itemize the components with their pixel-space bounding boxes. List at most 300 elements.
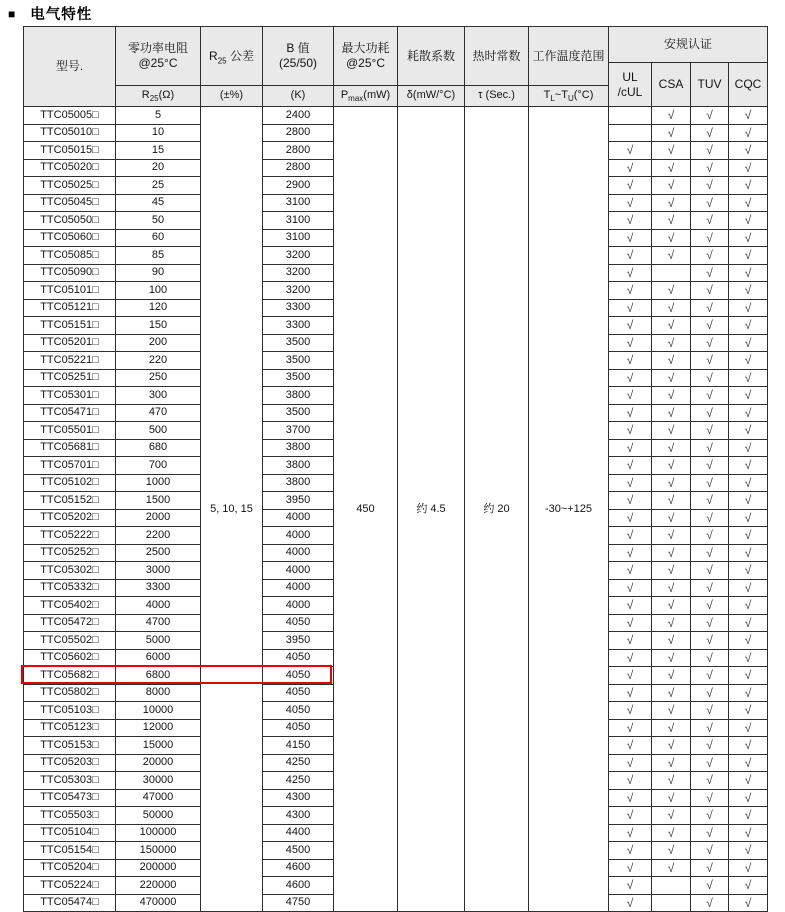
- resistance-cell: 1000: [116, 474, 201, 492]
- model-cell: TTC05060□: [24, 229, 116, 247]
- cert-tuv-cell: √: [691, 107, 729, 125]
- cert-csa-cell: √: [652, 142, 691, 160]
- resistance-cell: 3300: [116, 579, 201, 597]
- header-cert-ul-line1: UL: [622, 69, 638, 84]
- cert-tuv-cell: √: [691, 562, 729, 580]
- cert-cqc-cell: √: [729, 194, 768, 212]
- cert-ul-cell: √: [609, 842, 652, 860]
- cert-csa-cell: √: [652, 457, 691, 475]
- section-title: [8, 3, 92, 24]
- cert-cqc-cell: √: [729, 842, 768, 860]
- cert-csa-cell: √: [652, 474, 691, 492]
- cert-cqc-cell: √: [729, 719, 768, 737]
- resistance-cell: 2000: [116, 509, 201, 527]
- cert-cqc-cell: √: [729, 772, 768, 790]
- cert-cqc-cell: √: [729, 247, 768, 265]
- model-cell: TTC05201□: [24, 334, 116, 352]
- resistance-cell: 20000: [116, 754, 201, 772]
- b-value-cell: 3200: [263, 247, 334, 265]
- header-temp-range: 工作温度范围: [529, 27, 609, 86]
- cert-tuv-cell: √: [691, 719, 729, 737]
- cert-tuv-cell: √: [691, 894, 729, 912]
- b-value-cell: 4050: [263, 649, 334, 667]
- dissipation-cell: 约 4.5: [398, 107, 465, 912]
- model-cell: TTC05121□: [24, 299, 116, 317]
- resistance-cell: 90: [116, 264, 201, 282]
- cert-csa-cell: √: [652, 859, 691, 877]
- resistance-cell: 45: [116, 194, 201, 212]
- cert-tuv-cell: √: [691, 299, 729, 317]
- model-cell: TTC05104□: [24, 824, 116, 842]
- header-zero-power-line2: @25°C: [138, 56, 178, 70]
- cert-csa-cell: √: [652, 719, 691, 737]
- b-value-cell: 4000: [263, 562, 334, 580]
- b-value-cell: 3950: [263, 492, 334, 510]
- model-cell: TTC05471□: [24, 404, 116, 422]
- cert-csa-cell: √: [652, 527, 691, 545]
- cert-csa-cell: √: [652, 509, 691, 527]
- model-cell: TTC05501□: [24, 422, 116, 440]
- cert-csa-cell: √: [652, 229, 691, 247]
- header-zero-power-line1: 零功率电阻: [127, 41, 188, 55]
- cert-cqc-cell: √: [729, 229, 768, 247]
- b-value-cell: 3500: [263, 352, 334, 370]
- cert-ul-cell: √: [609, 859, 652, 877]
- cert-ul-cell: √: [609, 422, 652, 440]
- b-value-cell: 4000: [263, 544, 334, 562]
- cert-csa-cell: √: [652, 107, 691, 125]
- cert-ul-cell: [609, 124, 652, 142]
- header-cert-ul-line2: /cUL: [617, 84, 643, 99]
- thermal-constant-cell: 约 20: [465, 107, 529, 912]
- cert-ul-cell: √: [609, 824, 652, 842]
- subheader-temp: $T_L\sim T_U(^\circ C)$: [529, 86, 609, 107]
- header-dissipation: 耗散系数: [398, 27, 465, 86]
- cert-tuv-cell: √: [691, 317, 729, 335]
- model-cell: TTC05802□: [24, 684, 116, 702]
- cert-cqc-cell: √: [729, 649, 768, 667]
- header-model: 型号.: [24, 27, 116, 107]
- model-cell: TTC05151□: [24, 317, 116, 335]
- b-value-cell: 4000: [263, 509, 334, 527]
- cert-cqc-cell: √: [729, 124, 768, 142]
- cert-cqc-cell: √: [729, 177, 768, 195]
- cert-ul-cell: √: [609, 632, 652, 650]
- model-cell: TTC05020□: [24, 159, 116, 177]
- cert-cqc-cell: √: [729, 212, 768, 230]
- model-cell: TTC05474□: [24, 894, 116, 912]
- b-value-cell: 4300: [263, 789, 334, 807]
- subheader-thermal: τ (Sec.): [465, 86, 529, 107]
- subheader-tolerance: (±%): [201, 86, 263, 107]
- resistance-cell: 5000: [116, 632, 201, 650]
- cert-cqc-cell: √: [729, 562, 768, 580]
- cert-cqc-cell: √: [729, 597, 768, 615]
- cert-tuv-cell: √: [691, 142, 729, 160]
- b-value-cell: 3700: [263, 422, 334, 440]
- cert-csa-cell: √: [652, 824, 691, 842]
- b-value-cell: 3100: [263, 212, 334, 230]
- cert-ul-cell: √: [609, 299, 652, 317]
- characteristics-table: [23, 26, 768, 912]
- resistance-cell: 60: [116, 229, 201, 247]
- resistance-cell: 50: [116, 212, 201, 230]
- cert-tuv-cell: √: [691, 667, 729, 685]
- cert-csa-cell: √: [652, 789, 691, 807]
- resistance-cell: 20: [116, 159, 201, 177]
- cert-cqc-cell: √: [729, 264, 768, 282]
- cert-csa-cell: √: [652, 282, 691, 300]
- model-cell: TTC05101□: [24, 282, 116, 300]
- cert-cqc-cell: √: [729, 142, 768, 160]
- model-cell: TTC05681□: [24, 439, 116, 457]
- cert-ul-cell: √: [609, 737, 652, 755]
- b-value-cell: 3200: [263, 282, 334, 300]
- cert-csa-cell: √: [652, 422, 691, 440]
- cert-cqc-cell: √: [729, 457, 768, 475]
- header-max-power: [334, 27, 398, 86]
- model-cell: TTC05005□: [24, 107, 116, 125]
- cert-tuv-cell: √: [691, 159, 729, 177]
- b-value-cell: 4000: [263, 527, 334, 545]
- b-value-cell: 3800: [263, 439, 334, 457]
- b-value-cell: 3100: [263, 194, 334, 212]
- cert-csa-cell: √: [652, 352, 691, 370]
- cert-ul-cell: √: [609, 194, 652, 212]
- model-cell: TTC05045□: [24, 194, 116, 212]
- resistance-cell: 200000: [116, 859, 201, 877]
- resistance-cell: 10000: [116, 702, 201, 720]
- cert-ul-cell: √: [609, 527, 652, 545]
- b-value-cell: 4500: [263, 842, 334, 860]
- cert-ul-cell: √: [609, 562, 652, 580]
- cert-ul-cell: √: [609, 894, 652, 912]
- model-cell: TTC05472□: [24, 614, 116, 632]
- cert-tuv-cell: √: [691, 737, 729, 755]
- cert-tuv-cell: √: [691, 579, 729, 597]
- cert-ul-cell: √: [609, 334, 652, 352]
- resistance-cell: 47000: [116, 789, 201, 807]
- resistance-cell: 1500: [116, 492, 201, 510]
- cert-cqc-cell: √: [729, 632, 768, 650]
- cert-ul-cell: √: [609, 352, 652, 370]
- cert-tuv-cell: √: [691, 334, 729, 352]
- cert-cqc-cell: √: [729, 369, 768, 387]
- cert-ul-cell: √: [609, 317, 652, 335]
- resistance-cell: 2500: [116, 544, 201, 562]
- b-value-cell: 4000: [263, 597, 334, 615]
- b-value-cell: 4150: [263, 737, 334, 755]
- cert-cqc-cell: √: [729, 737, 768, 755]
- resistance-cell: 15000: [116, 737, 201, 755]
- model-cell: TTC05202□: [24, 509, 116, 527]
- cert-cqc-cell: √: [729, 387, 768, 405]
- resistance-cell: 470: [116, 404, 201, 422]
- resistance-cell: 6000: [116, 649, 201, 667]
- cert-ul-cell: √: [609, 667, 652, 685]
- cert-csa-cell: √: [652, 579, 691, 597]
- b-value-cell: 4050: [263, 614, 334, 632]
- model-cell: TTC05302□: [24, 562, 116, 580]
- cert-csa-cell: [652, 264, 691, 282]
- cert-cqc-cell: √: [729, 667, 768, 685]
- cert-ul-cell: √: [609, 789, 652, 807]
- cert-csa-cell: √: [652, 754, 691, 772]
- resistance-cell: 12000: [116, 719, 201, 737]
- cert-csa-cell: √: [652, 492, 691, 510]
- cert-csa-cell: √: [652, 247, 691, 265]
- cert-cqc-cell: √: [729, 334, 768, 352]
- model-cell: TTC05602□: [24, 649, 116, 667]
- cert-csa-cell: √: [652, 649, 691, 667]
- model-cell: TTC05682□: [24, 667, 116, 685]
- b-value-cell: 4050: [263, 684, 334, 702]
- model-cell: TTC05221□: [24, 352, 116, 370]
- cert-ul-cell: √: [609, 772, 652, 790]
- cert-csa-cell: √: [652, 614, 691, 632]
- subheader-dissipation: δ(mW/°C): [398, 86, 465, 107]
- cert-tuv-cell: √: [691, 632, 729, 650]
- model-cell: TTC05204□: [24, 859, 116, 877]
- cert-csa-cell: √: [652, 212, 691, 230]
- b-value-cell: 3500: [263, 369, 334, 387]
- cert-csa-cell: √: [652, 632, 691, 650]
- temp-range-cell: -30~+125: [529, 107, 609, 912]
- resistance-cell: 100: [116, 282, 201, 300]
- cert-tuv-cell: √: [691, 702, 729, 720]
- cert-cqc-cell: √: [729, 107, 768, 125]
- cert-ul-cell: √: [609, 264, 652, 282]
- model-cell: TTC05010□: [24, 124, 116, 142]
- cert-csa-cell: √: [652, 544, 691, 562]
- cert-cqc-cell: √: [729, 614, 768, 632]
- b-value-cell: 4250: [263, 754, 334, 772]
- cert-tuv-cell: √: [691, 212, 729, 230]
- section-bullet-icon: ■: [8, 6, 16, 21]
- cert-csa-cell: √: [652, 737, 691, 755]
- b-value-cell: 2800: [263, 159, 334, 177]
- b-value-cell: 3800: [263, 457, 334, 475]
- model-cell: TTC05301□: [24, 387, 116, 405]
- b-value-cell: 4600: [263, 877, 334, 895]
- subheader-pmax: $P_{max}(mW)$: [334, 86, 398, 107]
- cert-tuv-cell: √: [691, 492, 729, 510]
- cert-csa-cell: √: [652, 702, 691, 720]
- cert-cqc-cell: √: [729, 352, 768, 370]
- cert-cqc-cell: √: [729, 702, 768, 720]
- cert-ul-cell: √: [609, 142, 652, 160]
- header-zero-power-resistance: [116, 27, 201, 86]
- resistance-cell: 150000: [116, 842, 201, 860]
- header-b-value: [263, 27, 334, 86]
- model-cell: TTC05015□: [24, 142, 116, 160]
- table-row: [24, 107, 768, 125]
- b-value-cell: 3800: [263, 387, 334, 405]
- cert-csa-cell: √: [652, 124, 691, 142]
- cert-csa-cell: √: [652, 194, 691, 212]
- cert-ul-cell: √: [609, 474, 652, 492]
- cert-csa-cell: √: [652, 772, 691, 790]
- b-value-cell: 3300: [263, 317, 334, 335]
- cert-tuv-cell: √: [691, 842, 729, 860]
- b-value-cell: 3100: [263, 229, 334, 247]
- cert-ul-cell: √: [609, 492, 652, 510]
- resistance-cell: 3000: [116, 562, 201, 580]
- cert-cqc-cell: √: [729, 282, 768, 300]
- cert-cqc-cell: √: [729, 684, 768, 702]
- cert-cqc-cell: √: [729, 859, 768, 877]
- header-cert-group: 安规认证: [609, 27, 768, 63]
- cert-tuv-cell: √: [691, 229, 729, 247]
- cert-ul-cell: √: [609, 509, 652, 527]
- cert-cqc-cell: √: [729, 299, 768, 317]
- cert-cqc-cell: √: [729, 824, 768, 842]
- cert-cqc-cell: √: [729, 509, 768, 527]
- model-cell: TTC05085□: [24, 247, 116, 265]
- cert-ul-cell: √: [609, 247, 652, 265]
- page-title: 电气特性: [30, 7, 93, 23]
- resistance-cell: 5: [116, 107, 201, 125]
- cert-tuv-cell: √: [691, 824, 729, 842]
- resistance-cell: 100000: [116, 824, 201, 842]
- resistance-cell: 120: [116, 299, 201, 317]
- cert-csa-cell: √: [652, 177, 691, 195]
- resistance-cell: 25: [116, 177, 201, 195]
- header-cert-tuv: TUV: [691, 63, 729, 107]
- cert-cqc-cell: √: [729, 404, 768, 422]
- cert-tuv-cell: √: [691, 404, 729, 422]
- header-r25-tolerance: $R_{25}$ 公差: [201, 27, 263, 86]
- cert-csa-cell: √: [652, 334, 691, 352]
- cert-tuv-cell: √: [691, 684, 729, 702]
- resistance-cell: 10: [116, 124, 201, 142]
- b-value-cell: 4000: [263, 579, 334, 597]
- cert-tuv-cell: √: [691, 422, 729, 440]
- resistance-cell: 85: [116, 247, 201, 265]
- resistance-cell: 470000: [116, 894, 201, 912]
- resistance-cell: 8000: [116, 684, 201, 702]
- cert-csa-cell: √: [652, 562, 691, 580]
- cert-ul-cell: [609, 107, 652, 125]
- cert-tuv-cell: √: [691, 789, 729, 807]
- cert-ul-cell: √: [609, 579, 652, 597]
- b-value-cell: 2800: [263, 124, 334, 142]
- model-cell: TTC05153□: [24, 737, 116, 755]
- model-cell: TTC05222□: [24, 527, 116, 545]
- b-value-cell: 3200: [263, 264, 334, 282]
- b-value-cell: 4750: [263, 894, 334, 912]
- cert-ul-cell: √: [609, 684, 652, 702]
- header-b-line2: (25/50): [278, 56, 318, 70]
- model-cell: TTC05090□: [24, 264, 116, 282]
- b-value-cell: 4050: [263, 719, 334, 737]
- header-max-power-line1: 最大功耗: [341, 41, 390, 55]
- subheader-r25: $R_{25}(\Omega)$: [116, 86, 201, 107]
- cert-ul-cell: √: [609, 229, 652, 247]
- model-cell: TTC05473□: [24, 789, 116, 807]
- resistance-cell: 220: [116, 352, 201, 370]
- header-max-power-line2: @25°C: [346, 56, 385, 70]
- cert-ul-cell: √: [609, 702, 652, 720]
- b-value-cell: 4300: [263, 807, 334, 825]
- cert-tuv-cell: √: [691, 264, 729, 282]
- header-cert-cqc: CQC: [729, 63, 768, 107]
- cert-csa-cell: √: [652, 159, 691, 177]
- cert-tuv-cell: √: [691, 247, 729, 265]
- cert-ul-cell: √: [609, 457, 652, 475]
- cert-tuv-cell: √: [691, 474, 729, 492]
- cert-ul-cell: √: [609, 649, 652, 667]
- resistance-cell: 680: [116, 439, 201, 457]
- model-cell: TTC05332□: [24, 579, 116, 597]
- cert-cqc-cell: √: [729, 527, 768, 545]
- cert-cqc-cell: √: [729, 439, 768, 457]
- cert-tuv-cell: √: [691, 649, 729, 667]
- model-cell: TTC05154□: [24, 842, 116, 860]
- subheader-b: (K): [263, 86, 334, 107]
- cert-cqc-cell: √: [729, 807, 768, 825]
- cert-csa-cell: √: [652, 387, 691, 405]
- cert-cqc-cell: √: [729, 492, 768, 510]
- cert-tuv-cell: √: [691, 807, 729, 825]
- cert-cqc-cell: √: [729, 159, 768, 177]
- cert-ul-cell: √: [609, 282, 652, 300]
- cert-tuv-cell: √: [691, 352, 729, 370]
- cert-tuv-cell: √: [691, 772, 729, 790]
- model-cell: TTC05224□: [24, 877, 116, 895]
- b-value-cell: 3800: [263, 474, 334, 492]
- model-cell: TTC05050□: [24, 212, 116, 230]
- b-value-cell: 4050: [263, 667, 334, 685]
- cert-csa-cell: √: [652, 439, 691, 457]
- resistance-cell: 50000: [116, 807, 201, 825]
- cert-cqc-cell: √: [729, 474, 768, 492]
- tolerance-cell: 5, 10, 15: [201, 107, 263, 912]
- b-value-cell: 4050: [263, 702, 334, 720]
- cert-cqc-cell: √: [729, 317, 768, 335]
- cert-tuv-cell: √: [691, 282, 729, 300]
- model-cell: TTC05701□: [24, 457, 116, 475]
- cert-tuv-cell: √: [691, 859, 729, 877]
- cert-csa-cell: √: [652, 842, 691, 860]
- model-cell: TTC05303□: [24, 772, 116, 790]
- b-value-cell: 4600: [263, 859, 334, 877]
- cert-csa-cell: √: [652, 807, 691, 825]
- cert-ul-cell: √: [609, 212, 652, 230]
- cert-ul-cell: √: [609, 404, 652, 422]
- cert-csa-cell: √: [652, 369, 691, 387]
- model-cell: TTC05502□: [24, 632, 116, 650]
- cert-csa-cell: √: [652, 667, 691, 685]
- cert-ul-cell: √: [609, 439, 652, 457]
- table-body: [24, 107, 768, 912]
- cert-tuv-cell: √: [691, 754, 729, 772]
- cert-ul-cell: √: [609, 754, 652, 772]
- cert-cqc-cell: √: [729, 894, 768, 912]
- b-value-cell: 3500: [263, 404, 334, 422]
- resistance-cell: 4700: [116, 614, 201, 632]
- cert-cqc-cell: √: [729, 422, 768, 440]
- cert-csa-cell: √: [652, 597, 691, 615]
- cert-ul-cell: √: [609, 387, 652, 405]
- model-cell: TTC05251□: [24, 369, 116, 387]
- resistance-cell: 4000: [116, 597, 201, 615]
- cert-tuv-cell: √: [691, 544, 729, 562]
- cert-csa-cell: √: [652, 404, 691, 422]
- cert-tuv-cell: √: [691, 369, 729, 387]
- cert-ul-cell: √: [609, 544, 652, 562]
- cert-tuv-cell: √: [691, 597, 729, 615]
